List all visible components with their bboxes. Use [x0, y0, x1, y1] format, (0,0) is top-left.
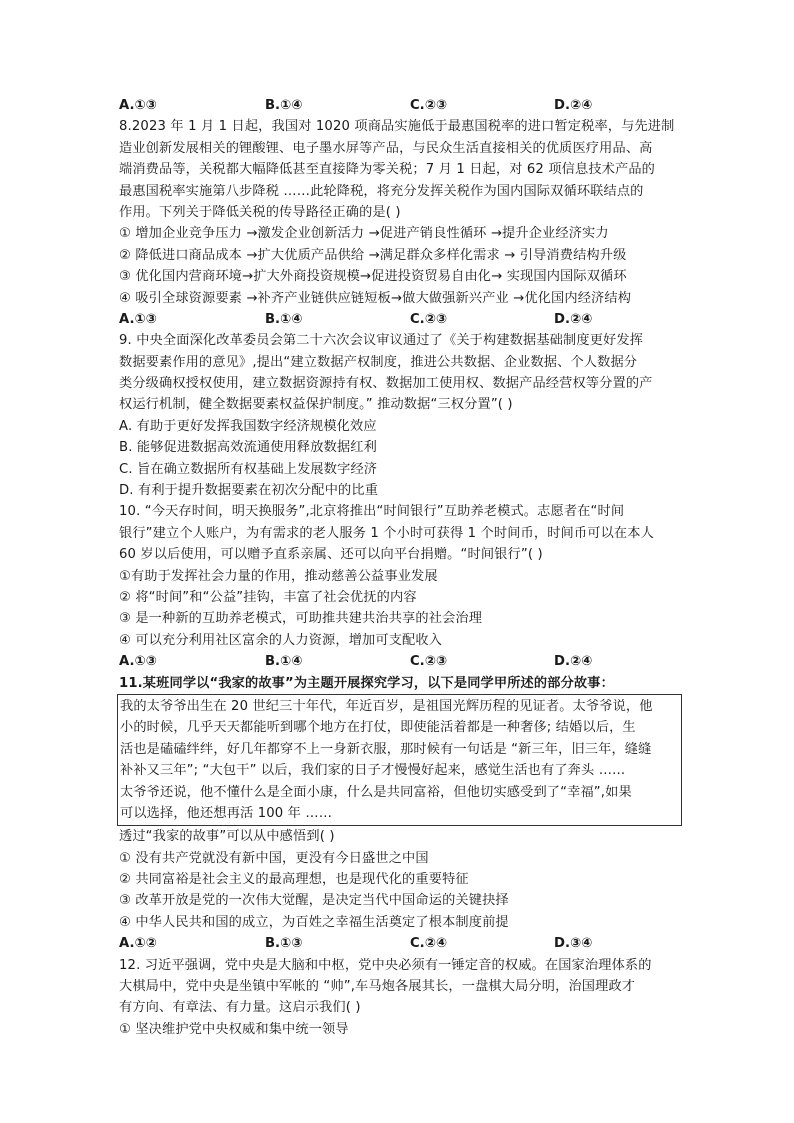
q11-options: [119, 933, 679, 954]
question-10-stem-line: 10. “今天存时间，明天换服务”,北京将推出“时间银行”互助养老模式。志愿者在“时间: [119, 504, 625, 520]
question-9-stem-line: 类分级确权授权使用，建立数据资源持有权、数据加工使用权、数据产品经营权等分置的产: [119, 376, 653, 392]
story-line: 我的太爷爷出生在 20 世纪三十年代，年近百岁，是祖国光辉历程的见证者。太爷爷说，他: [120, 698, 653, 714]
question-12-statement: ① 坚决维护党中央权威和集中统一领导: [119, 1021, 349, 1037]
q8-option-d[interactable]: D.②④: [554, 311, 593, 327]
question-10-statement: ③ 是一种新的互助养老模式，可助推共建共治共享的社会治理: [119, 611, 483, 627]
q10-option-c[interactable]: C.②③: [410, 654, 448, 670]
question-11-stem: 透过“我家的故事”可以从中感悟到( ): [119, 829, 335, 845]
question-8-statement: ② 降低进口商品成本 →扩大优质产品供给 →满足群众多样化需求 → 引导消费结构升级: [119, 247, 627, 263]
q11-option-b[interactable]: B.①③: [265, 936, 303, 952]
question-8: [119, 116, 679, 330]
q7-option-d[interactable]: D.②④: [554, 98, 593, 113]
question-11: [119, 673, 679, 955]
question-10-statement: ④ 可以充分利用社区富余的人力资源，增加可支配收入: [119, 632, 443, 648]
question-8-statement: ① 增加企业竞争压力 →激发企业创新活力 →促进产销良性循环 →提升企业经济实力: [119, 226, 609, 242]
story-line: 小的时候，几乎天天都能听到哪个地方在打仗，即使能活着都是一种奢侈; 结婚以后，生: [120, 720, 636, 736]
q9-option-a[interactable]: A. 有助于更好发挥我国数字经济规模化效应: [119, 418, 377, 434]
q8-option-b[interactable]: B.①④: [265, 311, 303, 327]
q9-option-d[interactable]: D. 有利于提升数据要素在初次分配中的比重: [119, 483, 379, 499]
question-11-statement: ③ 改革开放是党的一次伟大觉醒，是决定当代中国命运的关键抉择: [119, 893, 509, 909]
question-8-statement: ③ 优化国内营商环境→扩大外商投资规模→促进投资贸易自由化→ 实现国内国际双循环: [119, 269, 627, 285]
question-8-statement: ④ 吸引全球资源要素 →补齐产业链供应链短板→做大做强新兴产业 →优化国内经济结构: [119, 290, 632, 306]
q7-option-b[interactable]: B.①④: [265, 98, 303, 113]
q10-option-d[interactable]: D.②④: [554, 654, 593, 670]
question-10-statement: ② 将“时间”和“公益”挂钩，丰富了社会优抚的内容: [119, 589, 417, 605]
q7-option-a[interactable]: A.①③: [119, 98, 157, 113]
question-8-stem-line: 造业创新发展相关的锂酸锂、电子墨水屏等产品，与民众生活直接相关的优质医疗用品、高: [119, 140, 653, 156]
question-10-stem-line: 60 岁以后使用，可以赠予直系亲属、还可以向平台捐赠。“时间银行”( ): [119, 547, 543, 563]
question-8-stem-line: 最惠国税率实施第八步降税 ……此轮降税，将充分发挥关税作为国内国际双循环联结点的: [119, 183, 644, 199]
question-10: [119, 501, 679, 672]
q10-option-a[interactable]: A.①③: [119, 654, 157, 670]
question-9: [119, 330, 679, 501]
q8-option-c[interactable]: C.②③: [410, 311, 448, 327]
q8-options: [119, 309, 679, 330]
q11-option-c[interactable]: C.②④: [410, 936, 448, 952]
q10-options: [119, 651, 679, 672]
question-8-stem-line: 端消费品等，关税都大幅降低甚至直接降为零关税；7 月 1 日起，对 62 项信息技术产品的: [119, 162, 656, 178]
q9-option-c[interactable]: C. 旨在确立数据所有权基础上发展数字经济: [119, 461, 378, 477]
q10-option-b[interactable]: B.①④: [265, 654, 303, 670]
question-9-stem-line: 权运行机制，健全数据要素权益保护制度。” 推动数据“三权分置”( ): [119, 397, 513, 413]
question-8-stem-line: 作用。下列关于降低关税的传导路径正确的是( ): [119, 204, 401, 220]
q7-option-c[interactable]: C.②③: [410, 98, 448, 113]
question-12-stem-line: 大棋局中，党中央是坐镇中军帐的 “帅”,车马炮各展其长，一盘棋大局分明，治国理政才: [119, 979, 636, 995]
question-10-stem-line: 银行”建立个人账户，为有需求的老人服务 1 个小时可获得 1 个时间币，时间币可以在本人: [119, 525, 654, 541]
question-10-statement: ①有助于发挥社会力量的作用，推动慈善公益事业发展: [119, 568, 438, 584]
exam-page: [119, 95, 679, 1040]
story-line: 可以选择，他还想再活 100 年 ……: [120, 805, 333, 821]
question-11-intro: 11.某班同学以“我家的故事”为主题开展探究学习，以下是同学甲所述的部分故事：: [119, 675, 614, 691]
question-12-stem-line: 12. 习近平强调，党中央是大脑和中枢，党中央必须有一锤定音的权威。在国家治理体系的: [119, 957, 652, 973]
question-12: [119, 955, 679, 1041]
question-8-stem-line: 8.2023 年 1 月 1 日起，我国对 1020 项商品实施低于最惠国税率的进口暂定税率，与先进制: [119, 119, 675, 135]
q11-option-a[interactable]: A.①②: [119, 936, 157, 952]
question-11-statement: ④ 中华人民共和国的成立，为百姓之幸福生活奠定了根本制度前提: [119, 914, 509, 930]
question-11-statement: ② 共同富裕是社会主义的最高理想，也是现代化的重要特征: [119, 872, 469, 888]
story-line: 活也是磕磕绊绊，好几年都穿不上一身新衣服，那时候有一句话是 “新三年，旧三年，缝缝: [120, 741, 652, 757]
story-line: 太爷爷还说，他不懂什么是全面小康，什么是共同富裕，但他切实感受到了“幸福”,如果: [120, 784, 632, 800]
q7-options: [119, 95, 679, 116]
q9-option-b[interactable]: B. 能够促进数据高效流通使用释放数据红利: [119, 440, 377, 456]
question-12-stem-line: 有方向、有章法、有力量。这启示我们( ): [119, 1000, 361, 1016]
question-11-statement: ① 没有共产党就没有新中国，更没有今日盛世之中国: [119, 850, 429, 866]
story-box: [117, 694, 682, 826]
question-9-stem-line: 数据要素作用的意见》,提出“建立数据产权制度，推进公共数据、企业数据、个人数据分: [119, 354, 638, 370]
story-line: 补补又三年”; “大包干” 以后，我们家的日子才慢慢好起来，感觉生活也有了奔头 ……: [120, 763, 626, 779]
q11-option-d[interactable]: D.③④: [554, 936, 593, 952]
question-9-stem-line: 9. 中央全面深化改革委员会第二十六次会议审议通过了《关于构建数据基础制度更好发挥: [119, 333, 644, 349]
q8-option-a[interactable]: A.①③: [119, 311, 157, 327]
